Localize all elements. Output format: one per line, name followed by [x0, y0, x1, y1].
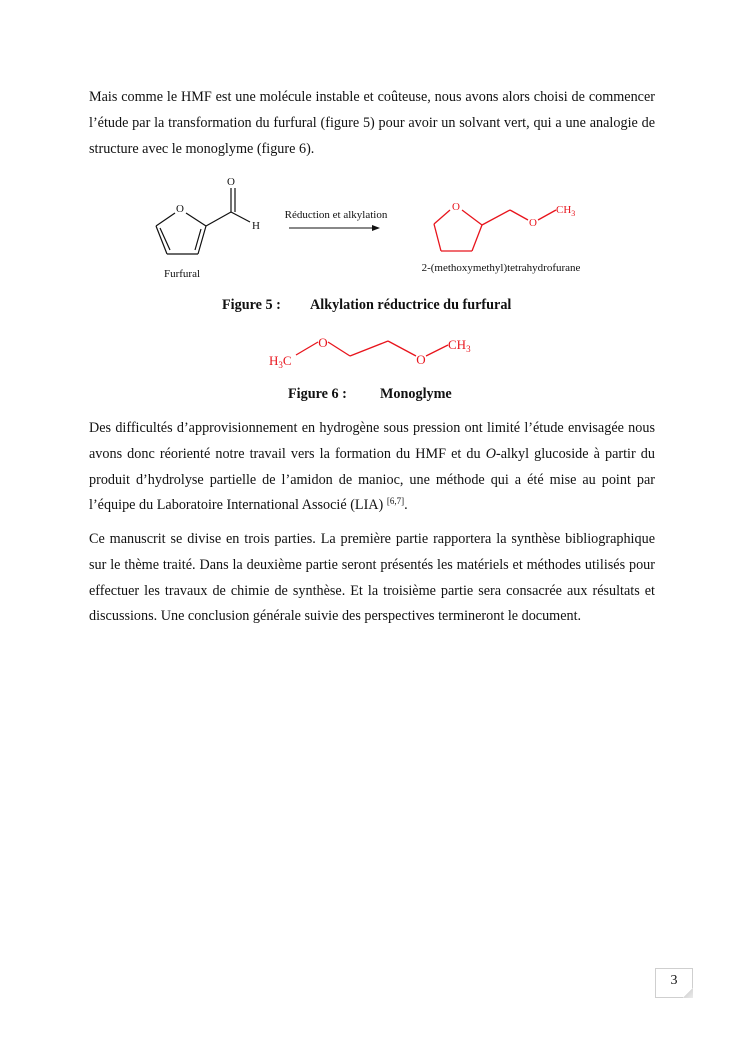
- figure6-caption-title: Monoglyme: [380, 386, 452, 402]
- furfural-label: Furfural: [163, 268, 201, 280]
- furfural-ring-oxygen: O: [176, 203, 184, 215]
- reaction-arrow-label: Réduction et alkylation: [284, 209, 388, 221]
- product-label: 2-(methoxymethyl)tetrahydrofurane: [421, 262, 581, 274]
- italic-o-letter: O: [485, 445, 496, 462]
- paragraph-supply-difficulties: Des difficultés d’approvisionnement en hydrogène sous pression ont limité l’étude envisagée nous avons donc réorienté notre travail vers la formation du HMF et du O-alkyl glucoside à partir du produit d’hydrolyse partielle de l’amidon de manioc, une méthode qui a été mise au point par l’équipe du Laboratoire International Associé (LIA) [6,7].: [89, 420, 655, 514]
- furfural-structure: [156, 188, 250, 254]
- page-fold-corner: [683, 988, 693, 998]
- intro-paragraph: Mais comme le HMF est une molécule instable et coûteuse, nous avons alors choisi de commencer l’étude par la transformation du furfural (figure 5) pour avoir un solvant vert, qui a une analogie de structure avec le monoglyme (figure 6).: [89, 89, 655, 157]
- product-ether-oxygen: O: [529, 217, 537, 229]
- paragraph-manuscript-outline: Ce manuscrit se divise en trois parties. La première partie rapportera la synthèse bibliographique sur le thème traité. Dans la deuxième partie seront présentés les matériels et méthodes utilisés pour effectuer les travaux de chimie de synthèse. Et la troisième partie sera consacrée aux résultats et discussions. Une conclusion générale suivie des perspectives termineront le document.: [89, 531, 655, 625]
- reaction-arrow: [289, 225, 380, 231]
- product-structure: [434, 210, 556, 251]
- figure5-caption-number: Figure 5 :: [222, 297, 281, 313]
- citation-reference: [6,7]: [386, 496, 405, 507]
- furfural-carbonyl-oxygen: O: [227, 176, 235, 188]
- monoglyme-left-methyl: $H_3C$: [269, 353, 292, 370]
- monoglyme-right-methyl: $CH_3$: [448, 337, 471, 354]
- furfural-hydrogen: H: [252, 220, 260, 232]
- product-ring-oxygen: O: [452, 201, 460, 213]
- figure6-caption-number: Figure 6 :: [288, 386, 347, 402]
- page-number: 3: [670, 973, 678, 988]
- page-number-box: [655, 968, 693, 998]
- monoglyme-oxygen-1: O: [318, 335, 328, 350]
- monoglyme-oxygen-2: O: [416, 352, 426, 367]
- figure5-caption-title: Alkylation réductrice du furfural: [310, 297, 512, 313]
- product-methyl-group: $CH_3$: [556, 204, 576, 218]
